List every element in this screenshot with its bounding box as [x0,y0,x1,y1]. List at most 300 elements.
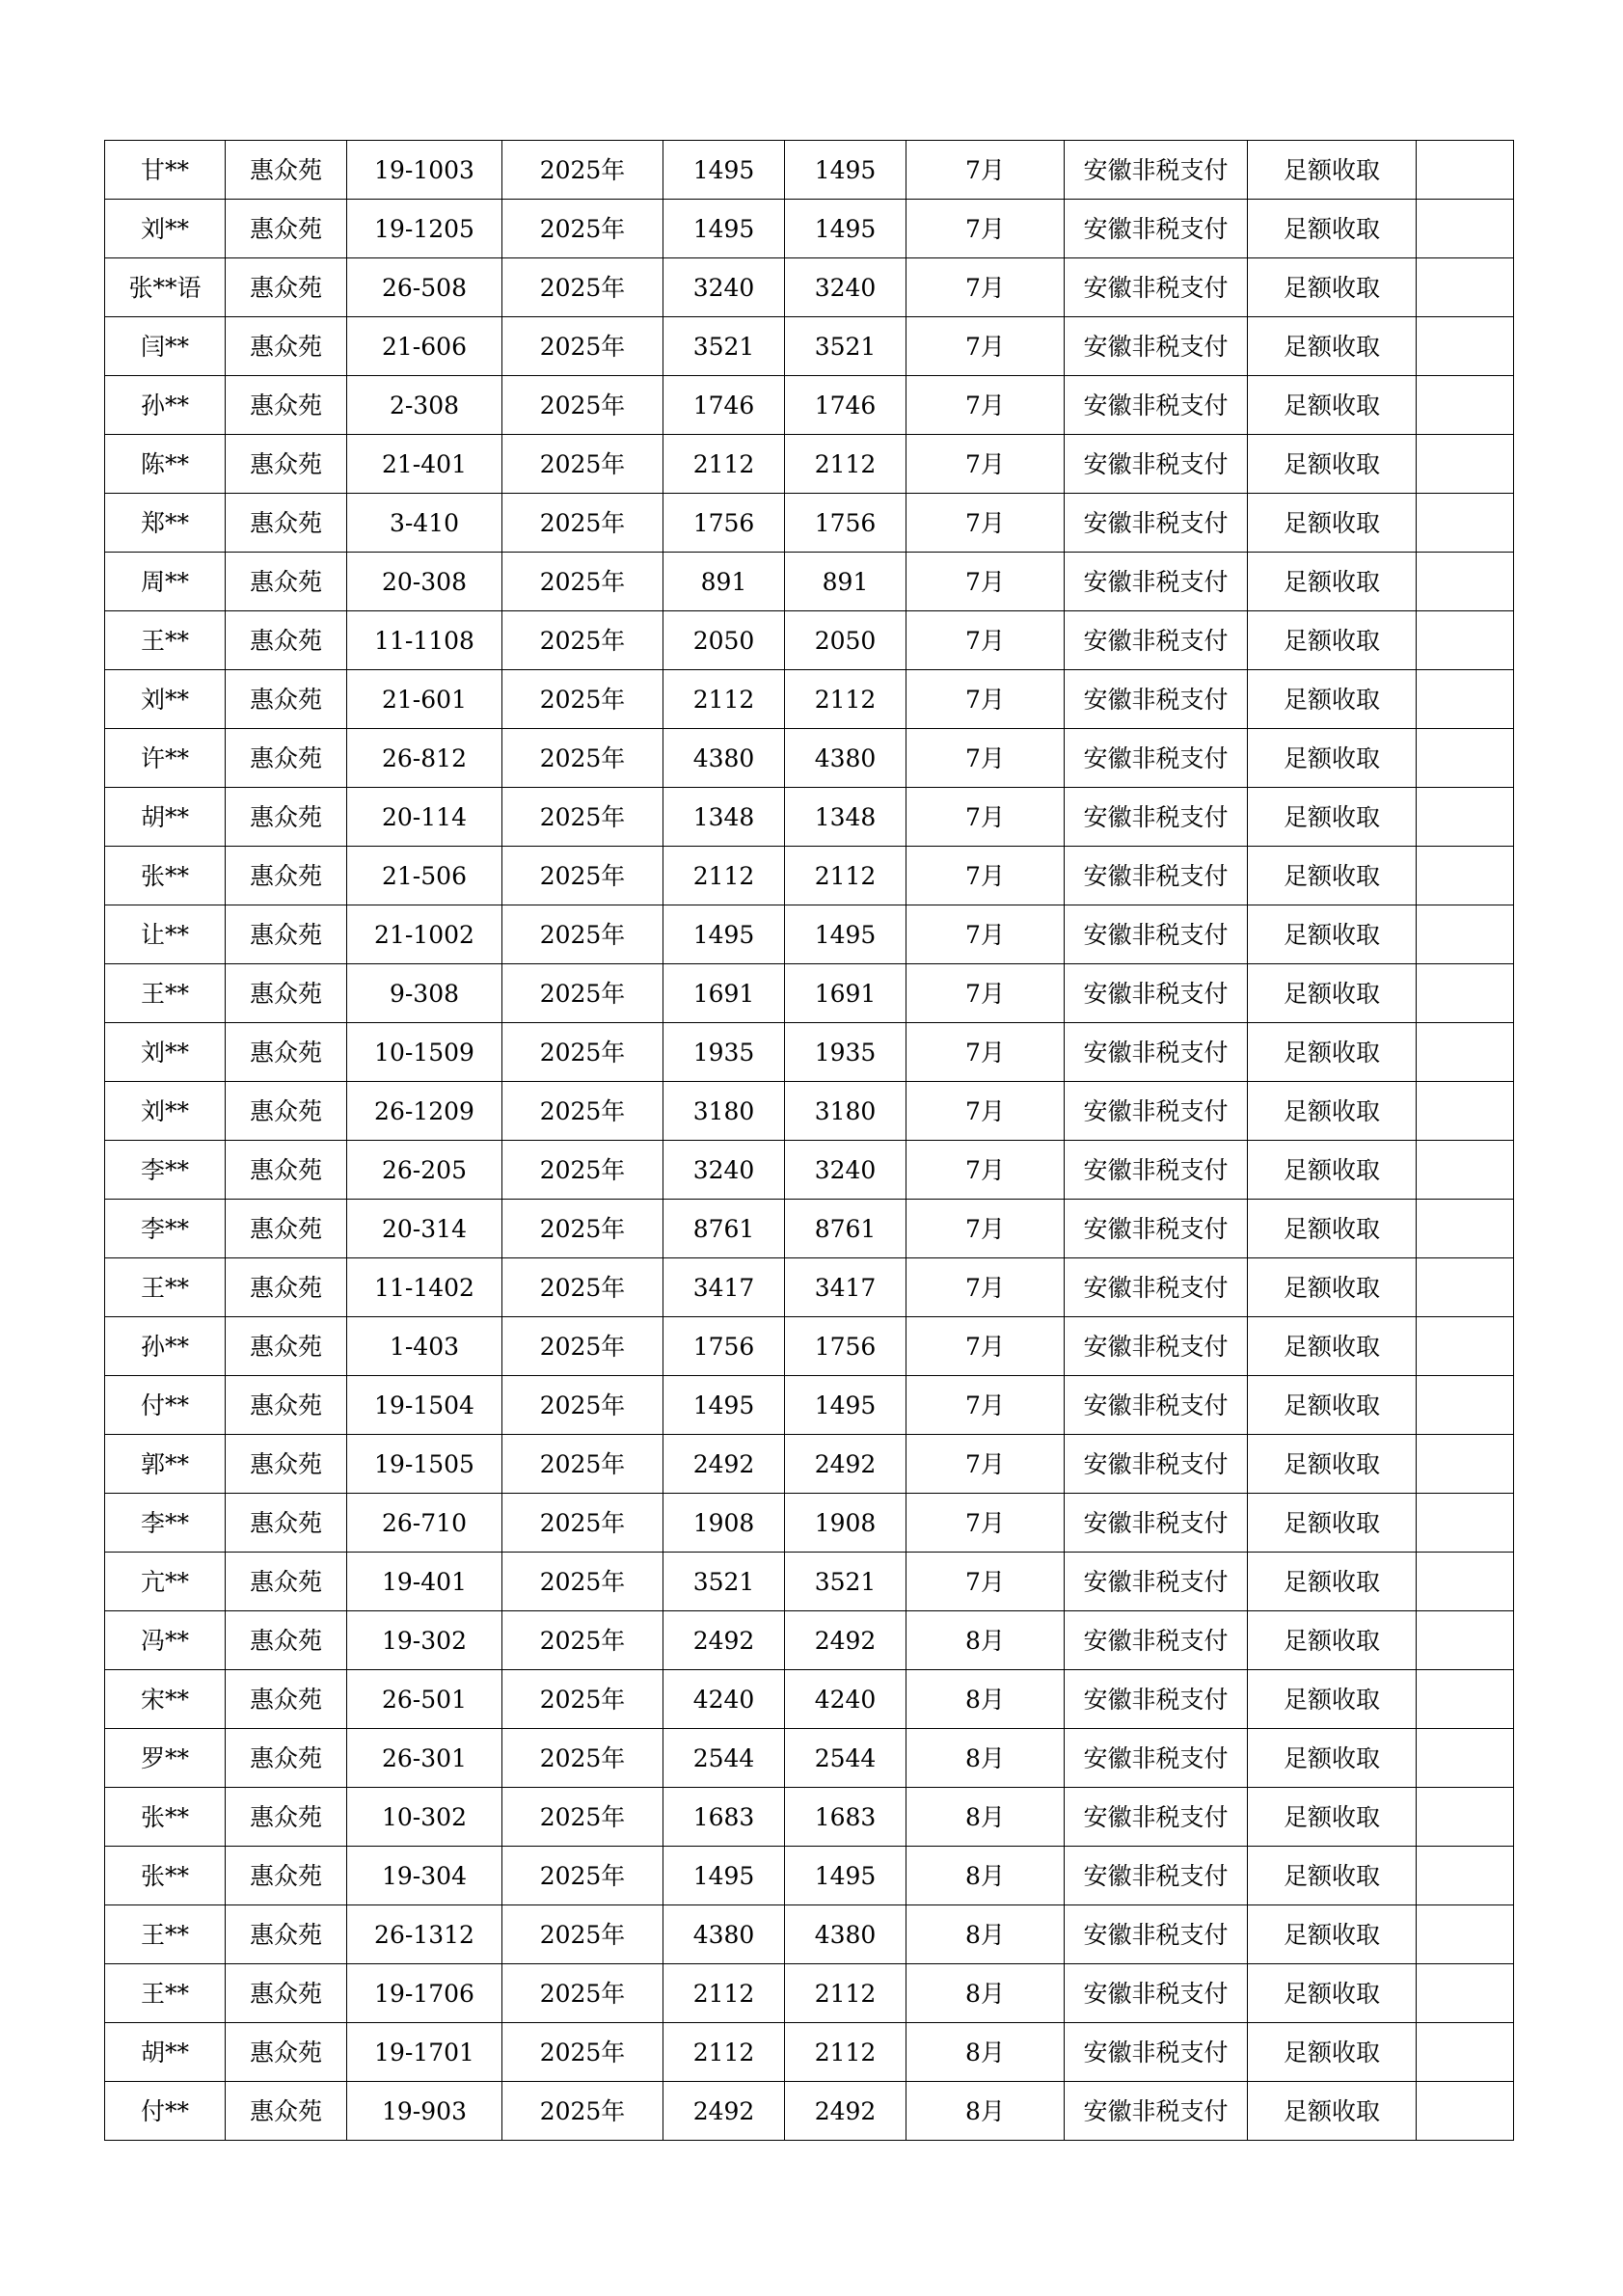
status-cell: 足额收取 [1248,317,1417,376]
unit-cell: 19-1505 [347,1435,502,1494]
table-row [105,1553,1514,1611]
status-cell: 足额收取 [1248,1376,1417,1435]
amount-paid-cell: 2544 [785,1729,906,1788]
amount-due-cell: 4240 [663,1670,785,1729]
year-cell: 2025年 [502,1494,663,1553]
table-row [105,200,1514,258]
table-row [105,1729,1514,1788]
amount-due-cell: 2112 [663,670,785,729]
month-cell: 7月 [906,1082,1065,1141]
amount-due-cell: 891 [663,553,785,611]
amount-paid-cell: 2112 [785,2023,906,2082]
month-cell: 8月 [906,1670,1065,1729]
name-cell: 张** [105,847,226,905]
amount-paid-cell: 8761 [785,1200,906,1258]
month-cell: 7月 [906,1258,1065,1317]
note-cell [1417,141,1514,200]
unit-cell: 11-1402 [347,1258,502,1317]
status-cell: 足额收取 [1248,1788,1417,1847]
unit-cell: 19-401 [347,1553,502,1611]
name-cell: 李** [105,1141,226,1200]
name-cell: 冯** [105,1611,226,1670]
name-cell: 许** [105,729,226,788]
community-cell: 惠众苑 [226,494,347,553]
month-cell: 8月 [906,1964,1065,2023]
note-cell [1417,729,1514,788]
year-cell: 2025年 [502,200,663,258]
community-cell: 惠众苑 [226,670,347,729]
unit-cell: 21-601 [347,670,502,729]
community-cell: 惠众苑 [226,1200,347,1258]
year-cell: 2025年 [502,788,663,847]
amount-due-cell: 2112 [663,847,785,905]
amount-paid-cell: 1691 [785,964,906,1023]
table-row [105,141,1514,200]
note-cell [1417,1905,1514,1964]
amount-paid-cell: 2492 [785,2082,906,2141]
year-cell: 2025年 [502,1964,663,2023]
month-cell: 7月 [906,553,1065,611]
note-cell [1417,494,1514,553]
note-cell [1417,1200,1514,1258]
amount-paid-cell: 3240 [785,258,906,317]
year-cell: 2025年 [502,1788,663,1847]
payment-method-cell: 安徽非税支付 [1065,1435,1248,1494]
status-cell: 足额收取 [1248,788,1417,847]
community-cell: 惠众苑 [226,317,347,376]
unit-cell: 21-1002 [347,905,502,964]
unit-cell: 19-302 [347,1611,502,1670]
payment-method-cell: 安徽非税支付 [1065,1847,1248,1905]
name-cell: 郑** [105,494,226,553]
payment-method-cell: 安徽非税支付 [1065,317,1248,376]
amount-paid-cell: 1935 [785,1023,906,1082]
unit-cell: 26-812 [347,729,502,788]
year-cell: 2025年 [502,670,663,729]
name-cell: 张**语 [105,258,226,317]
community-cell: 惠众苑 [226,1494,347,1553]
amount-due-cell: 1495 [663,141,785,200]
name-cell: 付** [105,1376,226,1435]
status-cell: 足额收取 [1248,1729,1417,1788]
status-cell: 足额收取 [1248,1200,1417,1258]
amount-due-cell: 4380 [663,729,785,788]
month-cell: 7月 [906,905,1065,964]
status-cell: 足额收取 [1248,435,1417,494]
month-cell: 8月 [906,2082,1065,2141]
amount-paid-cell: 3521 [785,317,906,376]
amount-due-cell: 1495 [663,200,785,258]
unit-cell: 19-1003 [347,141,502,200]
community-cell: 惠众苑 [226,611,347,670]
community-cell: 惠众苑 [226,964,347,1023]
month-cell: 7月 [906,141,1065,200]
status-cell: 足额收取 [1248,905,1417,964]
note-cell [1417,788,1514,847]
table-row [105,1200,1514,1258]
unit-cell: 19-304 [347,1847,502,1905]
amount-due-cell: 3521 [663,1553,785,1611]
note-cell [1417,611,1514,670]
name-cell: 孙** [105,376,226,435]
table-row [105,258,1514,317]
month-cell: 8月 [906,1905,1065,1964]
amount-paid-cell: 1746 [785,376,906,435]
name-cell: 刘** [105,1023,226,1082]
name-cell: 李** [105,1494,226,1553]
unit-cell: 19-903 [347,2082,502,2141]
payment-method-cell: 安徽非税支付 [1065,376,1248,435]
community-cell: 惠众苑 [226,1023,347,1082]
unit-cell: 3-410 [347,494,502,553]
amount-due-cell: 2112 [663,2023,785,2082]
amount-due-cell: 3240 [663,258,785,317]
note-cell [1417,2082,1514,2141]
amount-paid-cell: 1908 [785,1494,906,1553]
amount-due-cell: 3240 [663,1141,785,1200]
month-cell: 7月 [906,1317,1065,1376]
amount-due-cell: 8761 [663,1200,785,1258]
amount-due-cell: 1495 [663,1376,785,1435]
table-row [105,1964,1514,2023]
unit-cell: 21-401 [347,435,502,494]
amount-paid-cell: 2050 [785,611,906,670]
year-cell: 2025年 [502,1023,663,1082]
status-cell: 足额收取 [1248,670,1417,729]
payment-method-cell: 安徽非税支付 [1065,1788,1248,1847]
payment-method-cell: 安徽非税支付 [1065,1729,1248,1788]
amount-paid-cell: 1495 [785,200,906,258]
table-row [105,1082,1514,1141]
table-row [105,317,1514,376]
unit-cell: 26-205 [347,1141,502,1200]
payment-method-cell: 安徽非税支付 [1065,788,1248,847]
amount-paid-cell: 2492 [785,1435,906,1494]
community-cell: 惠众苑 [226,1082,347,1141]
amount-due-cell: 2492 [663,2082,785,2141]
amount-due-cell: 2050 [663,611,785,670]
status-cell: 足额收取 [1248,2082,1417,2141]
payment-method-cell: 安徽非税支付 [1065,258,1248,317]
status-cell: 足额收取 [1248,1435,1417,1494]
year-cell: 2025年 [502,317,663,376]
payment-method-cell: 安徽非税支付 [1065,1376,1248,1435]
status-cell: 足额收取 [1248,2023,1417,2082]
note-cell [1417,1376,1514,1435]
month-cell: 7月 [906,317,1065,376]
community-cell: 惠众苑 [226,847,347,905]
name-cell: 王** [105,1964,226,2023]
community-cell: 惠众苑 [226,2082,347,2141]
payment-method-cell: 安徽非税支付 [1065,1200,1248,1258]
name-cell: 张** [105,1847,226,1905]
unit-cell: 26-710 [347,1494,502,1553]
name-cell: 张** [105,1788,226,1847]
table-row [105,1435,1514,1494]
unit-cell: 19-1701 [347,2023,502,2082]
note-cell [1417,317,1514,376]
table-row [105,2023,1514,2082]
year-cell: 2025年 [502,141,663,200]
amount-due-cell: 1683 [663,1788,785,1847]
amount-paid-cell: 3521 [785,1553,906,1611]
payment-method-cell: 安徽非税支付 [1065,729,1248,788]
amount-paid-cell: 4240 [785,1670,906,1729]
payment-method-cell: 安徽非税支付 [1065,200,1248,258]
name-cell: 刘** [105,1082,226,1141]
community-cell: 惠众苑 [226,1729,347,1788]
amount-due-cell: 3417 [663,1258,785,1317]
payment-method-cell: 安徽非税支付 [1065,964,1248,1023]
note-cell [1417,1964,1514,2023]
amount-due-cell: 2492 [663,1611,785,1670]
month-cell: 7月 [906,788,1065,847]
month-cell: 7月 [906,1553,1065,1611]
payment-method-cell: 安徽非税支付 [1065,611,1248,670]
month-cell: 7月 [906,964,1065,1023]
year-cell: 2025年 [502,964,663,1023]
name-cell: 胡** [105,788,226,847]
amount-paid-cell: 3240 [785,1141,906,1200]
unit-cell: 11-1108 [347,611,502,670]
table-row [105,729,1514,788]
status-cell: 足额收取 [1248,1670,1417,1729]
payment-method-cell: 安徽非税支付 [1065,1141,1248,1200]
unit-cell: 9-308 [347,964,502,1023]
table-row [105,1611,1514,1670]
community-cell: 惠众苑 [226,1435,347,1494]
note-cell [1417,1141,1514,1200]
year-cell: 2025年 [502,553,663,611]
unit-cell: 21-506 [347,847,502,905]
month-cell: 7月 [906,1435,1065,1494]
amount-due-cell: 2112 [663,1964,785,2023]
payment-method-cell: 安徽非税支付 [1065,2023,1248,2082]
status-cell: 足额收取 [1248,141,1417,200]
payment-method-cell: 安徽非税支付 [1065,435,1248,494]
community-cell: 惠众苑 [226,1788,347,1847]
year-cell: 2025年 [502,1200,663,1258]
note-cell [1417,1729,1514,1788]
month-cell: 7月 [906,1494,1065,1553]
community-cell: 惠众苑 [226,1905,347,1964]
amount-due-cell: 2492 [663,1435,785,1494]
amount-paid-cell: 2112 [785,670,906,729]
amount-due-cell: 1908 [663,1494,785,1553]
status-cell: 足额收取 [1248,376,1417,435]
note-cell [1417,435,1514,494]
payment-method-cell: 安徽非税支付 [1065,553,1248,611]
unit-cell: 26-1312 [347,1905,502,1964]
status-cell: 足额收取 [1248,1964,1417,2023]
status-cell: 足额收取 [1248,553,1417,611]
amount-due-cell: 3521 [663,317,785,376]
month-cell: 8月 [906,2023,1065,2082]
month-cell: 8月 [906,1788,1065,1847]
payment-method-cell: 安徽非税支付 [1065,141,1248,200]
note-cell [1417,553,1514,611]
note-cell [1417,1082,1514,1141]
payment-method-cell: 安徽非税支付 [1065,1553,1248,1611]
note-cell [1417,964,1514,1023]
name-cell: 闫** [105,317,226,376]
status-cell: 足额收取 [1248,200,1417,258]
community-cell: 惠众苑 [226,2023,347,2082]
unit-cell: 19-1504 [347,1376,502,1435]
unit-cell: 21-606 [347,317,502,376]
unit-cell: 26-508 [347,258,502,317]
payment-method-cell: 安徽非税支付 [1065,847,1248,905]
month-cell: 7月 [906,1200,1065,1258]
year-cell: 2025年 [502,1317,663,1376]
community-cell: 惠众苑 [226,1670,347,1729]
name-cell: 王** [105,1258,226,1317]
month-cell: 7月 [906,847,1065,905]
status-cell: 足额收取 [1248,1847,1417,1905]
year-cell: 2025年 [502,1905,663,1964]
year-cell: 2025年 [502,1141,663,1200]
year-cell: 2025年 [502,1670,663,1729]
amount-paid-cell: 1756 [785,494,906,553]
unit-cell: 2-308 [347,376,502,435]
unit-cell: 19-1706 [347,1964,502,2023]
month-cell: 7月 [906,1141,1065,1200]
table-row [105,1258,1514,1317]
note-cell [1417,1611,1514,1670]
table-row [105,1141,1514,1200]
payment-method-cell: 安徽非税支付 [1065,905,1248,964]
note-cell [1417,1317,1514,1376]
year-cell: 2025年 [502,611,663,670]
year-cell: 2025年 [502,376,663,435]
name-cell: 刘** [105,670,226,729]
table-row [105,376,1514,435]
amount-paid-cell: 2112 [785,847,906,905]
year-cell: 2025年 [502,847,663,905]
community-cell: 惠众苑 [226,1376,347,1435]
year-cell: 2025年 [502,435,663,494]
amount-due-cell: 1691 [663,964,785,1023]
name-cell: 让** [105,905,226,964]
community-cell: 惠众苑 [226,1553,347,1611]
status-cell: 足额收取 [1248,494,1417,553]
table-row [105,494,1514,553]
table-row [105,435,1514,494]
unit-cell: 10-302 [347,1788,502,1847]
note-cell [1417,1670,1514,1729]
status-cell: 足额收取 [1248,1141,1417,1200]
table-row [105,1847,1514,1905]
note-cell [1417,1435,1514,1494]
amount-due-cell: 1935 [663,1023,785,1082]
amount-due-cell: 1746 [663,376,785,435]
month-cell: 7月 [906,435,1065,494]
amount-paid-cell: 1348 [785,788,906,847]
status-cell: 足额收取 [1248,611,1417,670]
year-cell: 2025年 [502,1435,663,1494]
payment-method-cell: 安徽非税支付 [1065,1258,1248,1317]
amount-paid-cell: 4380 [785,1905,906,1964]
name-cell: 王** [105,964,226,1023]
unit-cell: 10-1509 [347,1023,502,1082]
name-cell: 李** [105,1200,226,1258]
month-cell: 8月 [906,1611,1065,1670]
month-cell: 7月 [906,494,1065,553]
month-cell: 7月 [906,200,1065,258]
amount-paid-cell: 1495 [785,1376,906,1435]
name-cell: 周** [105,553,226,611]
status-cell: 足额收取 [1248,1553,1417,1611]
month-cell: 7月 [906,670,1065,729]
year-cell: 2025年 [502,1376,663,1435]
payment-method-cell: 安徽非税支付 [1065,1670,1248,1729]
amount-due-cell: 2544 [663,1729,785,1788]
unit-cell: 20-314 [347,1200,502,1258]
note-cell [1417,847,1514,905]
payment-method-cell: 安徽非税支付 [1065,1611,1248,1670]
note-cell [1417,1847,1514,1905]
note-cell [1417,1023,1514,1082]
name-cell: 宋** [105,1670,226,1729]
unit-cell: 26-1209 [347,1082,502,1141]
year-cell: 2025年 [502,2082,663,2141]
name-cell: 甘** [105,141,226,200]
community-cell: 惠众苑 [226,729,347,788]
table-row [105,847,1514,905]
status-cell: 足额收取 [1248,847,1417,905]
community-cell: 惠众苑 [226,376,347,435]
amount-paid-cell: 1495 [785,1847,906,1905]
amount-paid-cell: 2492 [785,1611,906,1670]
year-cell: 2025年 [502,258,663,317]
community-cell: 惠众苑 [226,553,347,611]
payment-method-cell: 安徽非税支付 [1065,1082,1248,1141]
note-cell [1417,1258,1514,1317]
table-row [105,1023,1514,1082]
name-cell: 胡** [105,2023,226,2082]
note-cell [1417,1788,1514,1847]
status-cell: 足额收取 [1248,1611,1417,1670]
month-cell: 7月 [906,376,1065,435]
month-cell: 7月 [906,729,1065,788]
unit-cell: 26-301 [347,1729,502,1788]
community-cell: 惠众苑 [226,141,347,200]
unit-cell: 1-403 [347,1317,502,1376]
amount-due-cell: 3180 [663,1082,785,1141]
name-cell: 郭** [105,1435,226,1494]
status-cell: 足额收取 [1248,1494,1417,1553]
amount-due-cell: 1756 [663,1317,785,1376]
amount-paid-cell: 3417 [785,1258,906,1317]
amount-paid-cell: 2112 [785,1964,906,2023]
community-cell: 惠众苑 [226,1258,347,1317]
name-cell: 罗** [105,1729,226,1788]
community-cell: 惠众苑 [226,1611,347,1670]
table-row [105,1494,1514,1553]
payment-method-cell: 安徽非税支付 [1065,1494,1248,1553]
year-cell: 2025年 [502,2023,663,2082]
month-cell: 8月 [906,1729,1065,1788]
unit-cell: 19-1205 [347,200,502,258]
status-cell: 足额收取 [1248,258,1417,317]
amount-paid-cell: 1495 [785,905,906,964]
community-cell: 惠众苑 [226,258,347,317]
name-cell: 亢** [105,1553,226,1611]
table-row [105,553,1514,611]
community-cell: 惠众苑 [226,200,347,258]
table-row [105,2082,1514,2141]
payment-method-cell: 安徽非税支付 [1065,1964,1248,2023]
